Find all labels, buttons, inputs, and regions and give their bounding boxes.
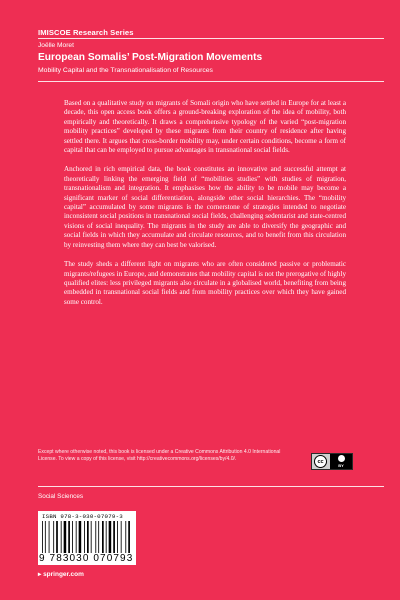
back-cover-blurb [64,99,346,317]
subject-category: Social Sciences [38,493,84,500]
person-icon [338,455,345,462]
barcode-icon [42,521,132,553]
blurb-paragraph: Anchored in rich empirical data, the book constitutes an innovative and successful attempt at theoretically linking the emerging field of “mobilities studies” with studies of migration, transnationalism and integration. It emphasises how the ability to be mobile may become a significant marker of social differentiation, alongside other social hierarchies. The “mobility capital” accumulated by some migrants is the cornerstone of strategies intended to negotiate inconsistent social positions in transnational social fields, challenging sedentarist and state-centred visions of social inequality. The migrants in the study are able to diversify the geographic and social fields in which they accumulate and circulate resources, and to benefit from this circulation by reinvesting them where they can best be valorised. [64,165,346,249]
header-divider [38,38,384,39]
book-title: European Somalis’ Post-Migration Movements [38,52,263,63]
blurb-paragraph: The study sheds a different light on migrants who are often considered passive or problematic migrants/refugees in Europe, and demonstrates that mobility capital is not the prerogative of highly qualified elites: less privileged migrants also circulate in a globalised world, benefiting from being embedded in transnational social fields and from mobility practices over which they have gained some control. [64,260,346,306]
book-subtitle: Mobility Capital and the Transnationalisation of Resources [38,67,213,74]
creative-commons-by-icon[interactable] [311,453,353,470]
publisher-website-link[interactable]: ▸ springer.com [38,571,84,578]
series-name: IMISCOE Research Series [38,28,134,37]
attribution-icon [330,454,352,469]
barcode-number: 9 783030 070793 [39,553,134,564]
blurb-paragraph: Based on a qualitative study on migrants of Somali origin who have settled in Europe for at least a decade, this open access book offers a ground-breaking exploration of the idea of mobility, both empirically and theoretically. It draws a comprehensive typology of the varied “post-migration mobility practices” developed by these migrants from their country of residence after having settled there. It argues that cross-border mobility may, under certain conditions, become a form of capital that can be employed to pursue advantages in transnational social fields. [64,99,346,155]
subtitle-divider [38,81,384,82]
isbn-barcode [38,511,136,565]
footer-divider [38,486,384,487]
cc-logo-icon: cc [314,455,327,468]
by-label: BY [338,463,344,468]
license-notice: Except where otherwise noted, this book is licensed under a Creative Commons Attribution 4.0 International License. To view a copy of this license, visit http://creativecommons.org/licenses/by/4.0/. [38,449,281,463]
isbn-label: ISBN 978-3-030-07079-3 [42,513,123,520]
author-name: Joëlle Moret [38,42,74,49]
